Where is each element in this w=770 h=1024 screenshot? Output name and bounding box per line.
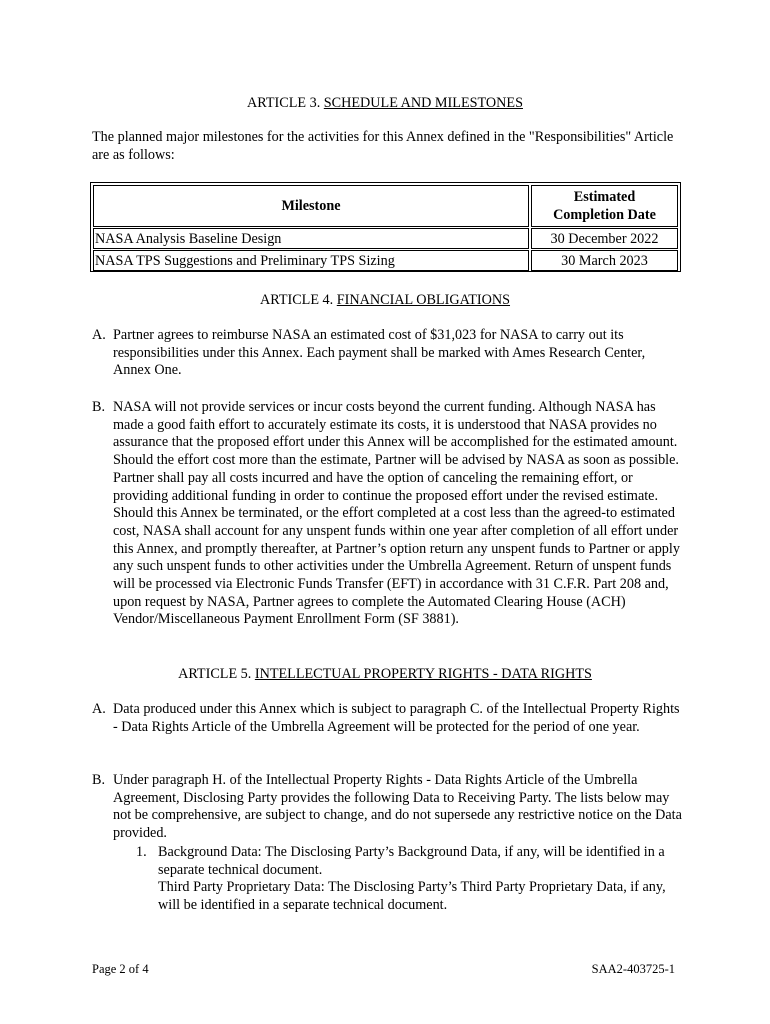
article-3-intro: The planned major milestones for the activities for this Annex defined in the "Responsibilities" Article are as follows: xyxy=(92,129,674,163)
table-row-2-milestone: NASA TPS Suggestions and Preliminary TPS Sizing xyxy=(93,250,529,271)
item-letter: B. xyxy=(92,772,106,788)
article-4-heading xyxy=(0,291,770,309)
article-4-item-b xyxy=(92,399,682,629)
article-3-prefix: ARTICLE 3. xyxy=(247,95,324,111)
table-row-1-date: 30 December 2022 xyxy=(531,228,678,249)
article-5-item-b xyxy=(92,772,682,843)
item-text: Partner agrees to reimburse NASA an estimated cost of $31,023 for NASA to carry out its responsibilities under this Annex. Each payment shall be marked with Ames Research Center, Annex One. xyxy=(113,327,646,379)
subitem-number: 1. xyxy=(136,844,147,860)
item-letter: B. xyxy=(92,399,106,415)
subitem-third-party-data: Third Party Proprietary Data: The Disclosing Party’s Third Party Proprietary Data, if any, will be identified in a separate technical document. xyxy=(158,879,666,914)
header-date-line1: Estimated xyxy=(573,189,636,205)
table-row-1-milestone: NASA Analysis Baseline Design xyxy=(93,228,529,249)
subitem-background-data: Background Data: The Disclosing Party’s Background Data, if any, will be identified in a separate technical document. xyxy=(158,844,665,878)
document-id: SAA2-403725-1 xyxy=(591,962,675,976)
header-date-line2: Completion Date xyxy=(553,207,656,223)
article-3-heading xyxy=(0,94,770,112)
table-row-2-date: 30 March 2023 xyxy=(531,250,678,271)
article-3-title: SCHEDULE AND MILESTONES xyxy=(323,95,523,111)
article-4-item-a xyxy=(92,327,682,380)
item-letter: A. xyxy=(92,701,106,717)
item-letter: A. xyxy=(92,327,106,343)
item-text: Data produced under this Annex which is subject to paragraph C. of the Intellectual Property Rights - Data Rights Article of the Umbrella Agreement will be protected for the period of one year. xyxy=(113,701,680,735)
article-4-title: FINANCIAL OBLIGATIONS xyxy=(336,292,511,308)
article-5-subitem-1 xyxy=(136,844,682,915)
article-4-prefix: ARTICLE 4. xyxy=(259,292,337,308)
table-header-completion-date xyxy=(531,185,678,227)
article-5-item-a xyxy=(92,701,682,736)
page-number: Page 2 of 4 xyxy=(92,962,149,976)
article-5-title: INTELLECTUAL PROPERTY RIGHTS - DATA RIGHTS xyxy=(254,666,592,682)
article-5-heading xyxy=(0,665,770,683)
item-text: NASA will not provide services or incur costs beyond the current funding. Although NASA has made a good faith effort to accurately estimate its costs, it is understood that NASA provides no assurance that the proposed effort under this Annex will be accomplished for the estimated amount. Should the effort cost more than the estimate, Partner will be advised by NASA as soon as possible. Partner shall pay all costs incurred and have the option of canceling the remaining effort, or providing additional funding in order to continue the proposed effort under the revised estimate. Should this Annex be terminated, or the effort completed at a cost less than the agreed-to estimated cost, NASA shall account for any unspent funds within one year after completion of all effort under this Annex, and promptly thereafter, at Partner’s option return any unspent funds to Partner or apply any such unspent funds to other activities under the Umbrella Agreement. Return of unspent funds will be processed via Electronic Funds Transfer (EFT) in accordance with 31 C.F.R. Part 208 and, upon request by NASA, Partner agrees to complete the Automated Clearing House (ACH) Vendor/Miscellaneous Payment Enrollment Form (SF 3881). xyxy=(113,399,680,628)
milestones-table xyxy=(90,182,681,272)
table-header-milestone: Milestone xyxy=(93,185,529,227)
item-text: Under paragraph H. of the Intellectual Property Rights - Data Rights Article of the Umbrella Agreement, Disclosing Party provides the following Data to Receiving Party. The lists below may not be comprehensive, are subject to change, and do not supersede any restrictive notice on the Data provided. xyxy=(113,772,682,842)
article-5-prefix: ARTICLE 5. xyxy=(178,666,255,682)
